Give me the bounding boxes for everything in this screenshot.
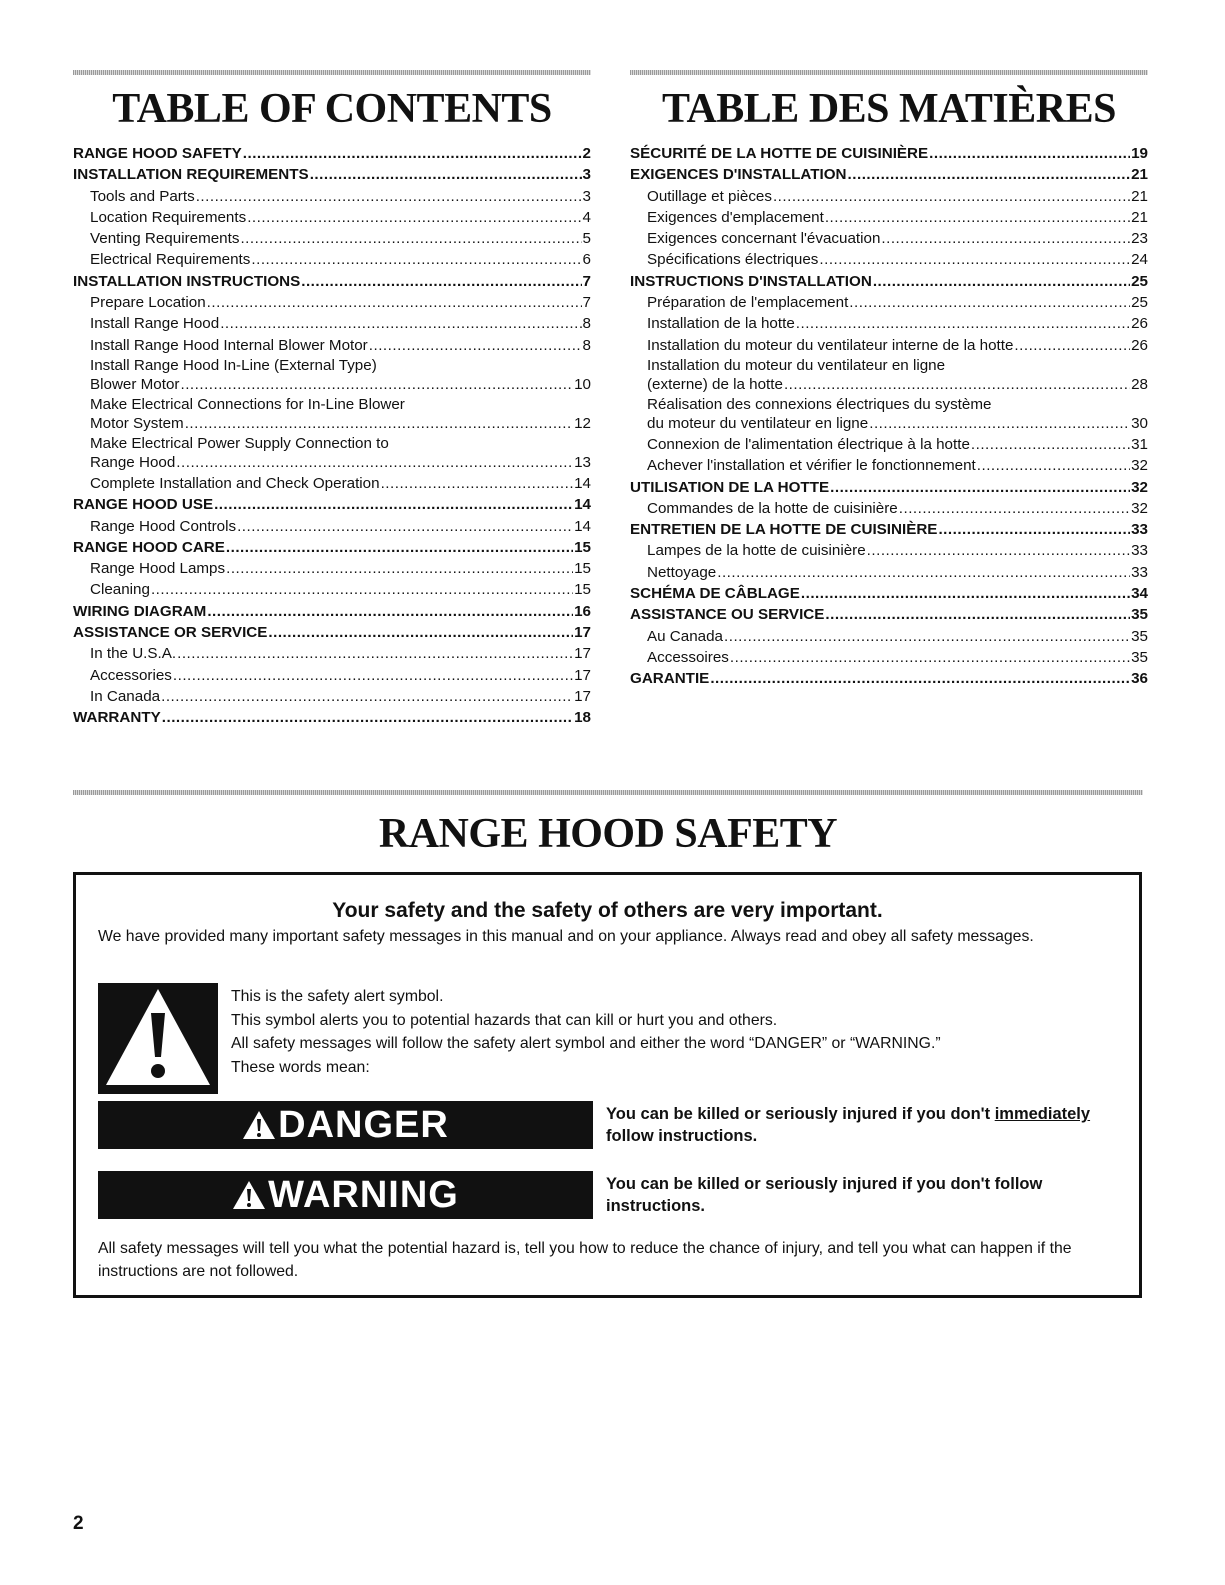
toc-entry-label: RANGE HOOD SAFETY <box>73 145 242 162</box>
toc-entry[interactable] <box>73 537 591 558</box>
toc-entry[interactable] <box>630 477 1148 498</box>
toc-entry[interactable] <box>630 186 1148 207</box>
toc-entry[interactable] <box>630 562 1148 583</box>
toc-entry[interactable] <box>73 186 591 207</box>
toc-entry[interactable] <box>630 313 1148 334</box>
toc-page: 32 <box>1131 457 1148 475</box>
toc-entry[interactable] <box>630 626 1148 647</box>
toc-title-english: TABLE OF CONTENTS <box>112 86 552 132</box>
toc-page: 35 <box>1131 606 1148 624</box>
alert-symbol-explanation <box>231 985 1111 1079</box>
toc-page: 8 <box>582 336 591 354</box>
toc-entry-label: ASSISTANCE OU SERVICE <box>630 606 825 624</box>
toc-entry[interactable] <box>630 647 1148 668</box>
top-rule-right <box>630 70 1148 75</box>
toc-entry-label: Au Canada <box>647 627 723 645</box>
toc-entry-label: Electrical Requirements <box>90 251 251 269</box>
toc-entry[interactable] <box>73 228 591 249</box>
toc-entry[interactable] <box>630 540 1148 561</box>
toc-entry-label: RANGE HOOD CARE <box>73 538 225 556</box>
toc-entry-label: Achever l'installation et vérifier le fonctionnement <box>647 457 976 475</box>
toc-entry-label: Outillage et pièces <box>647 187 772 205</box>
toc-page: 7 <box>582 272 591 290</box>
toc-entry[interactable] <box>630 583 1148 604</box>
toc-entry[interactable] <box>73 665 591 686</box>
toc-page: 17 <box>574 645 591 663</box>
toc-page: 17 <box>574 624 591 642</box>
toc-entry[interactable] <box>73 313 591 334</box>
toc-page: 16 <box>574 602 591 620</box>
toc-entry[interactable] <box>73 249 591 270</box>
danger-description: You can be killed or seriously injured if you don't immediately follow instructions. <box>606 1105 1091 1145</box>
toc-entry-label: Prepare Location <box>90 294 206 312</box>
toc-entry[interactable] <box>630 271 1148 292</box>
toc-page: 13 <box>574 454 591 472</box>
toc-entry[interactable] <box>630 292 1148 313</box>
alert-line: These words mean: <box>231 1058 370 1076</box>
toc-entry-label: EXIGENCES D'INSTALLATION <box>630 166 847 184</box>
toc-entry-label: In the U.S.A. <box>90 645 177 663</box>
toc-page: 30 <box>1131 415 1148 433</box>
toc-entry-label: WARRANTY <box>73 709 161 727</box>
toc-page: 7 <box>582 294 591 312</box>
toc-entry-label: Exigences d'emplacement <box>647 208 824 226</box>
toc-page: 21 <box>1131 187 1148 205</box>
warning-triangle-icon <box>232 1180 266 1210</box>
toc-list-english <box>73 143 591 729</box>
toc-entry-label: ASSISTANCE OR SERVICE <box>73 624 268 642</box>
toc-entry-label: SÉCURITÉ DE LA HOTTE DE CUISINIÈRE <box>630 145 929 162</box>
toc-entry-label: Install Range Hood Internal Blower Motor <box>90 336 368 354</box>
toc-entry[interactable] <box>73 558 591 579</box>
toc-entry-label: Installation de la hotte <box>647 315 795 333</box>
toc-entry[interactable]: Installation du moteur du ventilateur en ligne (externe) de la hotte ..... 28 <box>630 356 1148 395</box>
toc-entry[interactable] <box>73 271 591 292</box>
toc-page: 32 <box>1131 478 1148 496</box>
toc-page: 14 <box>574 496 591 514</box>
toc-entry-label: Installation du moteur du ventilateur interne de la hotte <box>647 336 1014 354</box>
toc-entry-label: Tools and Parts <box>90 187 195 205</box>
toc-entry[interactable] <box>630 434 1148 455</box>
safety-heading: RANGE HOOD SAFETY <box>378 811 838 857</box>
toc-entry[interactable] <box>73 143 591 164</box>
toc-page: 17 <box>574 687 591 705</box>
toc-page: 4 <box>582 208 591 226</box>
toc-entry[interactable]: Make Electrical Power Supply Connection to Range Hood ..... 13 <box>73 434 591 473</box>
toc-entry-label: Nettoyage <box>647 563 717 581</box>
toc-entry-label: Connexion de l'alimentation électrique à la hotte <box>647 435 970 453</box>
toc-entry[interactable] <box>73 516 591 537</box>
toc-entry[interactable] <box>73 473 591 494</box>
safety-intro: We have provided many important safety messages in this manual and on your appliance. Always read and obey all safety messages. <box>98 928 1034 945</box>
toc-page: 35 <box>1131 648 1148 666</box>
toc-entry[interactable] <box>73 622 591 643</box>
toc-entry[interactable] <box>630 498 1148 519</box>
toc-entry-label: Complete Installation and Check Operation <box>90 474 380 492</box>
toc-entry[interactable] <box>630 143 1148 164</box>
toc-page: 14 <box>574 517 591 535</box>
toc-page: 18 <box>574 709 591 727</box>
toc-page: 36 <box>1131 670 1148 688</box>
toc-entry[interactable] <box>630 228 1148 249</box>
warning-signal-bar <box>98 1171 593 1219</box>
toc-entry[interactable] <box>73 207 591 228</box>
toc-entry-label: Lampes de la hotte de cuisinière <box>647 542 866 560</box>
toc-entry-label: Commandes de la hotte de cuisinière <box>647 499 898 517</box>
toc-entry[interactable] <box>630 455 1148 476</box>
toc-entry[interactable] <box>630 668 1148 689</box>
toc-page: 15 <box>574 581 591 599</box>
section-rule <box>73 790 1143 795</box>
toc-entry[interactable] <box>73 601 591 622</box>
toc-page: 35 <box>1131 627 1148 645</box>
toc-entry[interactable] <box>630 249 1148 270</box>
toc-entry-label: Range Hood Controls <box>90 517 237 535</box>
toc-entry[interactable] <box>630 604 1148 625</box>
toc-title-french: TABLE DES MATIÈRES <box>662 86 1116 132</box>
toc-page: 24 <box>1131 251 1148 269</box>
top-rule-left <box>73 70 591 75</box>
toc-page: 3 <box>582 166 591 184</box>
toc-entry-label: UTILISATION DE LA HOTTE <box>630 478 830 496</box>
toc-page: 26 <box>1131 336 1148 354</box>
alert-line: This symbol alerts you to potential hazards that can kill or hurt you and others. <box>231 1011 778 1029</box>
toc-page: 25 <box>1131 294 1148 312</box>
toc-english <box>73 70 591 729</box>
toc-entry[interactable] <box>73 292 591 313</box>
toc-entry-label: Exigences concernant l'évacuation <box>647 230 881 248</box>
toc-entry-label: INSTALLATION REQUIREMENTS <box>73 166 309 184</box>
toc-page: 28 <box>1131 376 1148 394</box>
toc-entry[interactable] <box>630 207 1148 228</box>
toc-page: 34 <box>1131 585 1148 603</box>
toc-page: 21 <box>1131 166 1148 184</box>
toc-page: 15 <box>574 538 591 556</box>
toc-entry[interactable]: Réalisation des connexions électriques du système du moteur du ventilateur en ligne ..... 30 <box>630 395 1148 434</box>
toc-page: 17 <box>574 666 591 684</box>
toc-entry-label: Location Requirements <box>90 208 247 226</box>
toc-entry-label: RANGE HOOD USE <box>73 496 214 514</box>
toc-entry-label: WIRING DIAGRAM <box>73 602 207 620</box>
toc-entry-label: In Canada <box>90 687 161 705</box>
toc-entry[interactable] <box>73 643 591 664</box>
toc-entry-label: Range Hood Lamps <box>90 560 226 578</box>
toc-page: 31 <box>1131 435 1148 453</box>
toc-entry[interactable]: Install Range Hood In-Line (External Type) Blower Motor ..... 10 <box>73 356 591 395</box>
toc-page: 12 <box>574 415 591 433</box>
toc-page: 10 <box>574 376 591 394</box>
safety-box <box>73 872 1142 1298</box>
toc-entry-label: Spécifications électriques <box>647 251 819 269</box>
toc-page: 3 <box>582 187 591 205</box>
safety-outro: All safety messages will tell you what the potential hazard is, tell you how to reduce the chance of injury, and tell you what can happen if the instructions are not followed. <box>98 1240 1072 1280</box>
warning-label: WARNING <box>268 1173 459 1216</box>
toc-page: 5 <box>582 230 591 248</box>
toc-page: 26 <box>1131 315 1148 333</box>
toc-entry[interactable] <box>73 686 591 707</box>
toc-entry[interactable]: Make Electrical Connections for In-Line Blower Motor System ..... 12 <box>73 395 591 434</box>
toc-entry-label: Accessoires <box>647 648 729 666</box>
toc-entry[interactable] <box>73 707 591 728</box>
toc-page: 15 <box>574 560 591 578</box>
toc-page: 33 <box>1131 521 1148 539</box>
danger-label: DANGER <box>278 1103 449 1146</box>
toc-page: 33 <box>1131 563 1148 581</box>
toc-page: 14 <box>574 474 591 492</box>
toc-page: 2 <box>582 145 591 162</box>
warning-triangle-icon <box>242 1110 276 1140</box>
toc-page: 23 <box>1131 230 1148 248</box>
alert-line: All safety messages will follow the safety alert symbol and either the word “DANGER” or “WARNING.” <box>231 1035 941 1052</box>
toc-entry[interactable] <box>73 335 591 356</box>
toc-entry-label: Accessories <box>90 666 172 684</box>
toc-entry[interactable] <box>73 494 591 515</box>
toc-page: 25 <box>1131 272 1148 290</box>
toc-entry-label: Cleaning <box>90 581 150 599</box>
toc-page: 19 <box>1131 145 1148 162</box>
toc-entry[interactable] <box>73 164 591 185</box>
toc-french <box>630 70 1148 690</box>
toc-entry[interactable] <box>630 335 1148 356</box>
toc-list-french <box>630 143 1148 690</box>
toc-entry-label: Venting Requirements <box>90 230 240 248</box>
toc-page: 32 <box>1131 499 1148 517</box>
toc-entry-label: INSTRUCTIONS D'INSTALLATION <box>630 272 872 290</box>
toc-page: 8 <box>582 315 591 333</box>
safety-alert-icon <box>98 983 218 1094</box>
toc-entry-label: SCHÉMA DE CÂBLAGE <box>630 585 800 603</box>
toc-entry-label: Install Range Hood <box>90 315 220 333</box>
toc-entry-label: Préparation de l'emplacement <box>647 294 849 312</box>
toc-page: 33 <box>1131 542 1148 560</box>
warning-description: You can be killed or seriously injured if you don't follow instructions. <box>606 1175 1043 1215</box>
toc-entry[interactable] <box>630 519 1148 540</box>
toc-page: 21 <box>1131 208 1148 226</box>
danger-signal-bar <box>98 1101 593 1149</box>
toc-entry-label: GARANTIE <box>630 670 710 688</box>
toc-entry-label: ENTRETIEN DE LA HOTTE DE CUISINIÈRE <box>630 521 938 539</box>
alert-line: This is the safety alert symbol. <box>231 988 444 1005</box>
toc-entry-label: INSTALLATION INSTRUCTIONS <box>73 272 301 290</box>
toc-entry[interactable] <box>73 579 591 600</box>
page-number: 2 <box>73 1513 84 1534</box>
safety-box-title: Your safety and the safety of others are very important. <box>332 899 883 922</box>
toc-page: 6 <box>582 251 591 269</box>
toc-entry[interactable] <box>630 164 1148 185</box>
